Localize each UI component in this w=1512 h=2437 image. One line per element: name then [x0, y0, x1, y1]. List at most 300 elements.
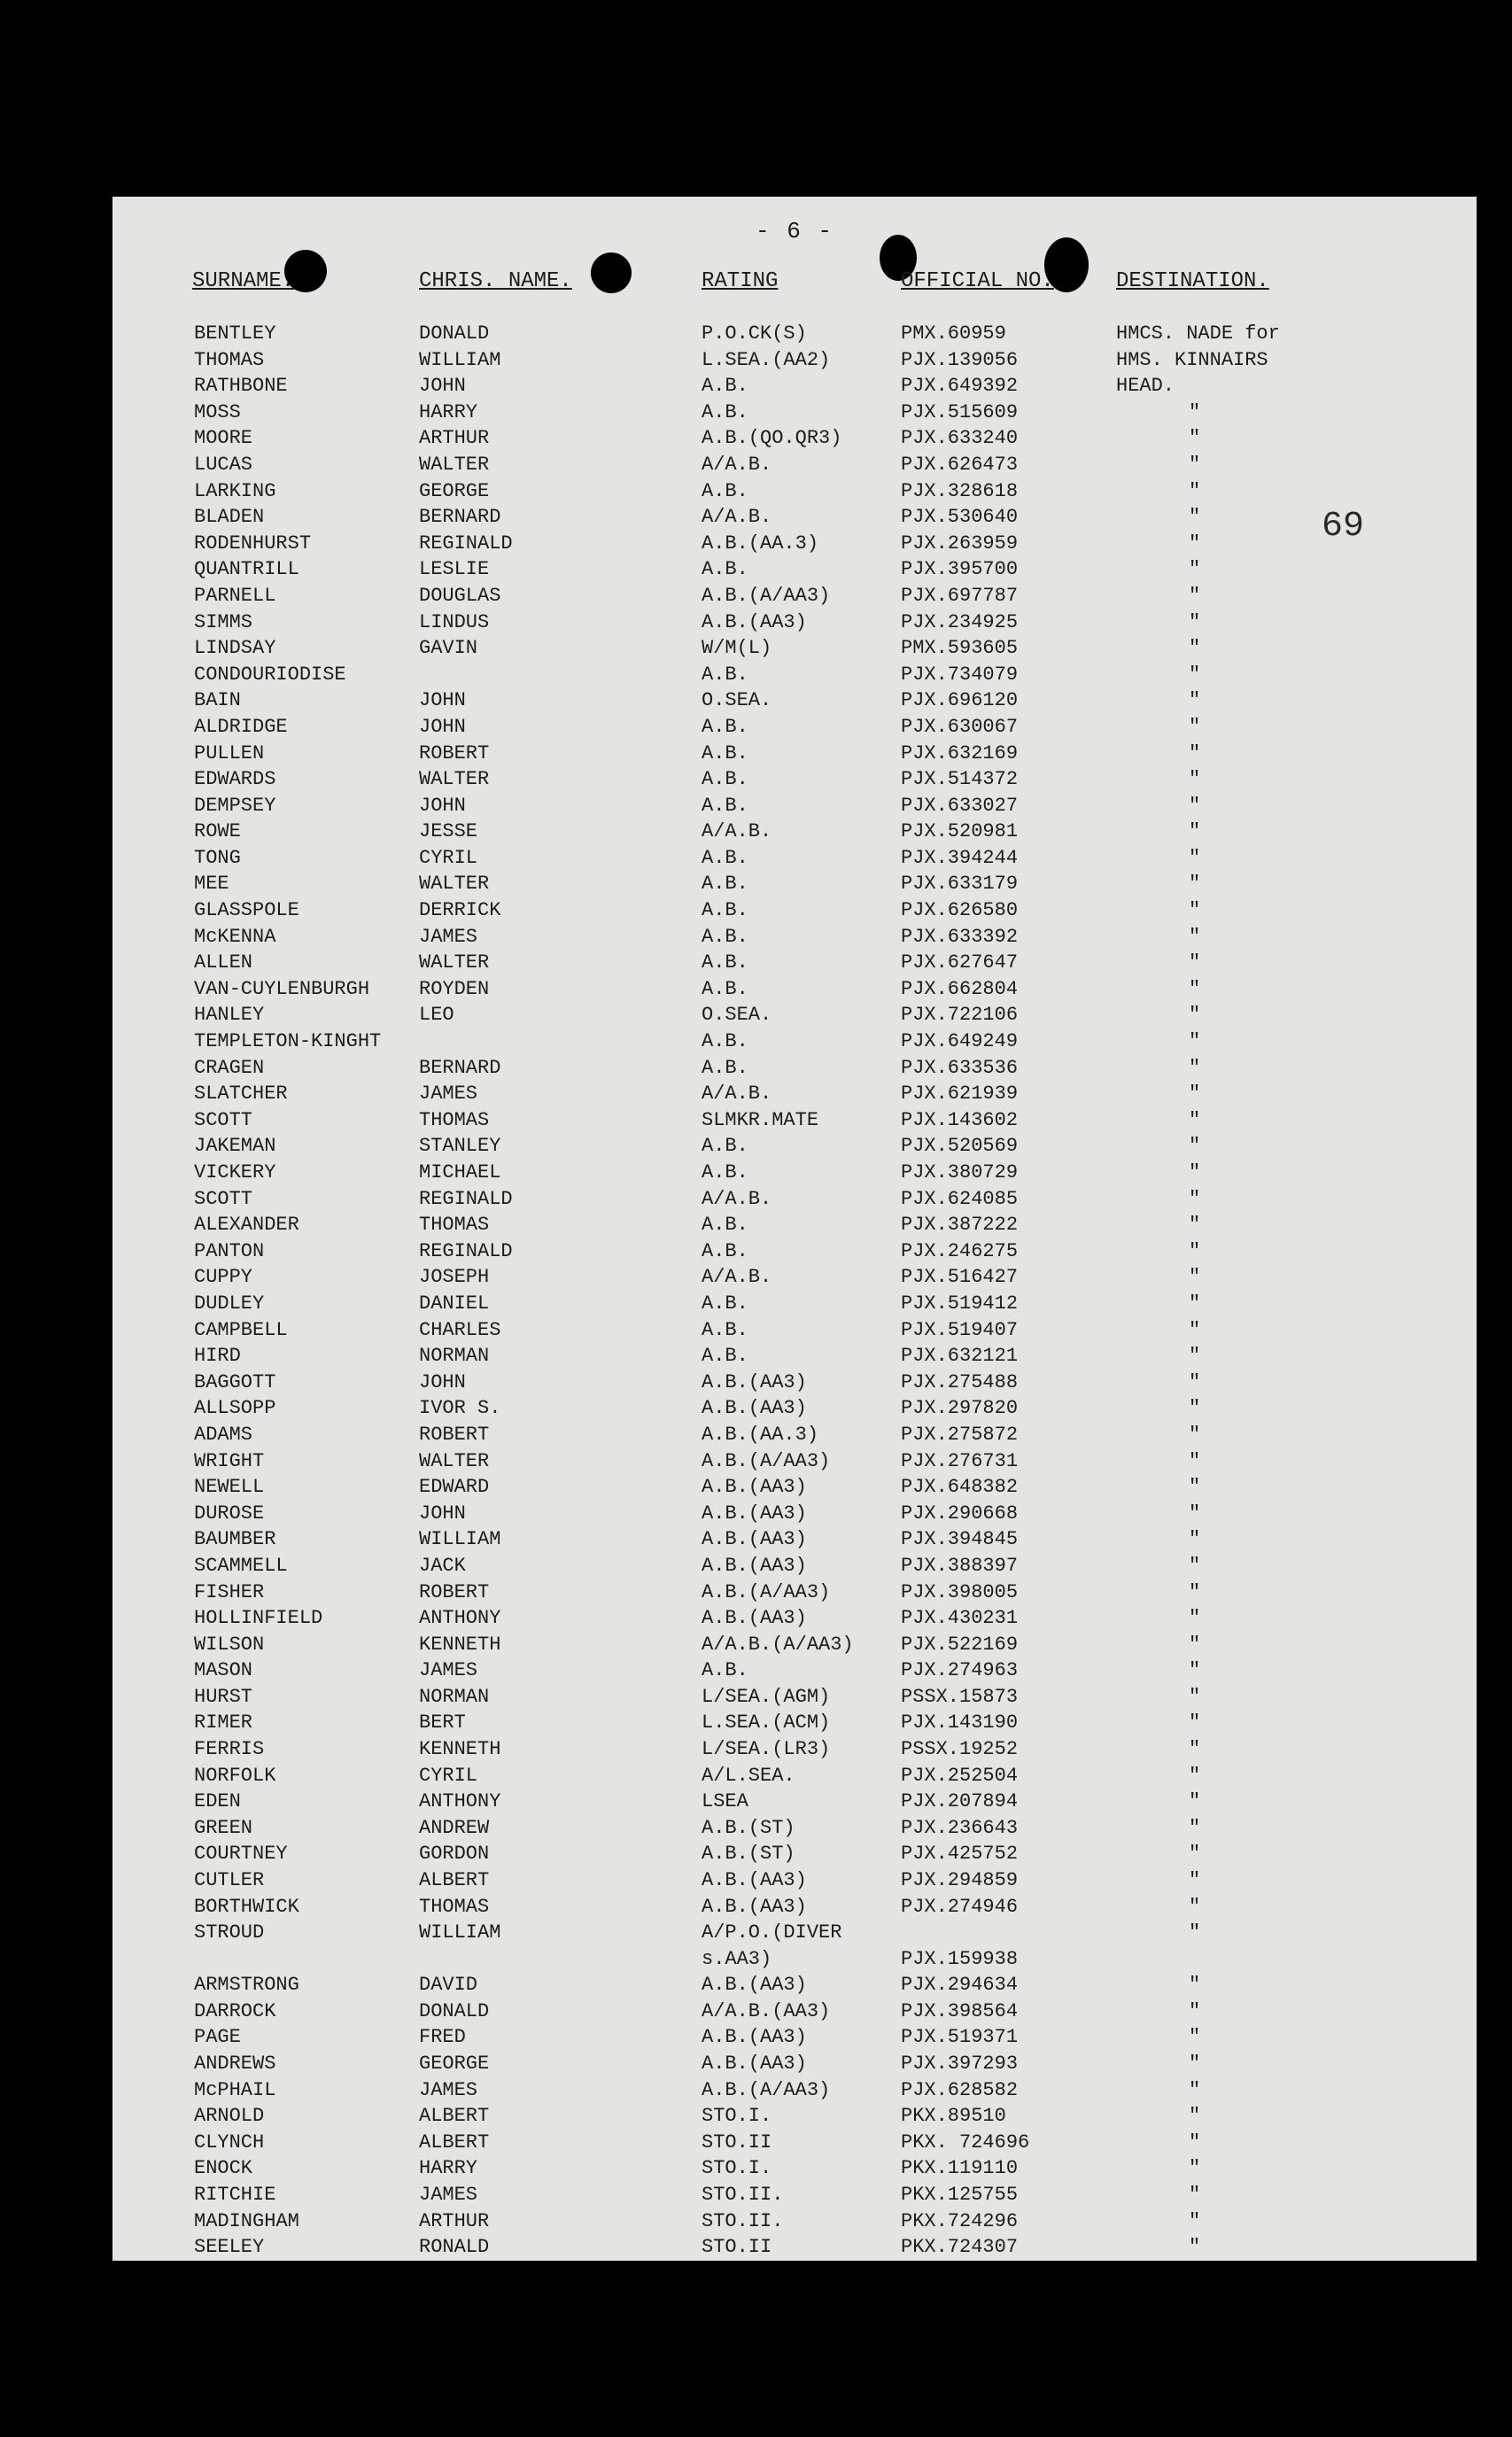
official-no-cell: PJX.274963: [901, 1659, 1019, 1682]
rating-cell: A.B.: [702, 375, 748, 398]
christian-name-cell: DONALD: [419, 1999, 490, 2022]
destination-cell: ": [1189, 2157, 1201, 2180]
list-row: [112, 583, 1477, 609]
rating-cell: A/A.B.(AA3): [702, 1999, 831, 2022]
surname-cell: SEELEY: [194, 2236, 265, 2259]
list-row: [112, 1920, 1477, 1972]
destination-cell: ": [1189, 1790, 1201, 1813]
destination-cell: ": [1189, 1292, 1201, 1315]
list-row: [112, 2077, 1477, 2104]
list-row: [112, 1710, 1477, 1736]
list-row: [112, 1212, 1477, 1238]
official-no-cell: PJX.430231: [901, 1607, 1019, 1630]
official-no-cell: PJX.626580: [901, 899, 1019, 922]
christian-name-cell: LEO: [419, 1004, 454, 1027]
list-row: [112, 1081, 1477, 1107]
destination-cell: ": [1189, 951, 1201, 974]
destination-first: HMCS. NADE for HMS. KINNAIRS HEAD.: [1116, 322, 1280, 398]
rating-cell: A.B.(AA3): [702, 1895, 807, 1918]
official-no-cell: PJX.252504: [901, 1764, 1019, 1787]
list-row: [112, 714, 1477, 741]
destination-cell: ": [1189, 1607, 1201, 1630]
rating-cell: A.B.: [702, 951, 748, 974]
official-no-cell: PJX.530640: [901, 506, 1019, 529]
list-row: [112, 1632, 1477, 1658]
list-row: [112, 1789, 1477, 1815]
list-row: [112, 504, 1477, 531]
destination-cell: ": [1189, 1004, 1201, 1027]
list-row: [112, 1579, 1477, 1606]
christian-name-cell: JAMES: [419, 2183, 478, 2206]
christian-name-cell: JOHN: [419, 1502, 466, 1525]
official-no-cell: PJX.398564: [901, 1999, 1019, 2022]
official-no-cell: PJX.697787: [901, 584, 1019, 607]
list-row: [112, 1815, 1477, 1842]
rating-cell: A.B.: [702, 873, 748, 896]
destination-cell: ": [1189, 1869, 1201, 1892]
official-no-cell: PJX.649249: [901, 1030, 1019, 1053]
official-no-cell: PJX.388397: [901, 1554, 1019, 1577]
surname-cell: ANDREWS: [194, 2053, 276, 2075]
christian-name-cell: ARTHUR: [419, 427, 490, 450]
christian-name-cell: DONALD: [419, 322, 490, 345]
rating-cell: A.B.(AA3): [702, 610, 807, 633]
surname-cell: PULLEN: [194, 741, 265, 764]
rating-cell: A.B.: [702, 1161, 748, 1184]
surname-cell: FERRIS: [194, 1738, 265, 1761]
destination-cell: ": [1189, 1083, 1201, 1106]
official-no-cell: PJX.515609: [901, 400, 1019, 423]
surname-cell: SCAMMELL: [194, 1554, 288, 1577]
christian-name-cell: IVOR S.: [419, 1397, 501, 1420]
official-no-cell: PMX.60959: [901, 322, 1006, 345]
official-no-cell: PJX.520981: [901, 820, 1019, 843]
surname-cell: ALEXANDER: [194, 1214, 299, 1237]
header-destination: DESTINATION.: [1116, 269, 1269, 293]
list-row: [112, 635, 1477, 662]
destination-cell: ": [1189, 1397, 1201, 1420]
list-row: [112, 425, 1477, 452]
rating-cell: L/SEA.(LR3): [702, 1738, 831, 1761]
christian-name-cell: JAMES: [419, 1083, 478, 1106]
rating-cell: A.B.(AA3): [702, 1370, 807, 1393]
list-row: [112, 1684, 1477, 1711]
destination-cell: ": [1189, 1999, 1201, 2022]
official-no-cell: PJX.633027: [901, 794, 1019, 817]
surname-cell: MEE: [194, 873, 229, 896]
destination-cell: ": [1189, 1764, 1201, 1787]
christian-name-cell: WALTER: [419, 453, 490, 476]
list-row: [112, 924, 1477, 951]
surname-cell: ADAMS: [194, 1423, 253, 1446]
list-row: [112, 2024, 1477, 2051]
official-no-cell: PJX.514372: [901, 768, 1019, 791]
christian-name-cell: ANDREW: [419, 1816, 490, 1839]
christian-name-cell: LESLIE: [419, 558, 490, 581]
surname-cell: PAGE: [194, 2026, 241, 2049]
list-row: [112, 845, 1477, 872]
official-no-cell: PJX.387222: [901, 1214, 1019, 1237]
surname-cell: VICKERY: [194, 1161, 276, 1184]
surname-cell: BAGGOTT: [194, 1370, 276, 1393]
rating-cell: P.O.CK(S): [702, 322, 807, 345]
christian-name-cell: ARTHUR: [419, 2209, 490, 2232]
rating-cell: L.SEA.(AA2): [702, 348, 831, 371]
list-row: [112, 1395, 1477, 1422]
list-row: [112, 2155, 1477, 2182]
list-row: [112, 766, 1477, 793]
surname-cell: HIRD: [194, 1345, 241, 1368]
destination-cell: ": [1189, 1528, 1201, 1551]
destination-cell: ": [1189, 1738, 1201, 1761]
surname-cell: LINDSAY: [194, 637, 276, 660]
personnel-list: [112, 321, 1477, 2261]
christian-name-cell: REGINALD: [419, 1239, 513, 1262]
surname-cell: CAMPBELL: [194, 1318, 288, 1341]
destination-cell: ": [1189, 715, 1201, 738]
official-no-cell: PJX.516427: [901, 1266, 1019, 1289]
official-no-cell: PJX.143602: [901, 1108, 1019, 1131]
destination-cell: ": [1189, 637, 1201, 660]
christian-name-cell: CYRIL: [419, 846, 478, 869]
rating-cell: A.B.(AA3): [702, 2053, 807, 2075]
surname-cell: STROUD: [194, 1921, 265, 1944]
destination-cell: ": [1189, 689, 1201, 712]
christian-name-cell: KENNETH: [419, 1738, 501, 1761]
surname-cell: CONDOURIODISE: [194, 663, 346, 686]
christian-name-cell: WILLIAM: [419, 1528, 501, 1551]
list-row: [112, 1186, 1477, 1213]
official-no-cell: PJX.394244: [901, 846, 1019, 869]
rating-cell: A.B.(A/AA3): [702, 1449, 831, 1472]
document-page: [112, 197, 1477, 2261]
destination-cell: ": [1189, 1502, 1201, 1525]
rating-cell: A.B.(AA.3): [702, 1423, 819, 1446]
rating-cell: A/A.B.: [702, 506, 772, 529]
surname-cell: ENOCK: [194, 2157, 253, 2180]
list-row: [112, 1894, 1477, 1921]
official-no-cell: PJX.632121: [901, 1345, 1019, 1368]
official-no-cell: PKX.724307: [901, 2236, 1019, 2259]
surname-cell: McPHAIL: [194, 2078, 276, 2101]
official-no-cell: PSSX.15873: [901, 1685, 1019, 1708]
christian-name-cell: ALBERT: [419, 2130, 490, 2154]
surname-cell: VAN-CUYLENBURGH: [194, 977, 370, 1000]
rating-cell: A/A.B.: [702, 1266, 772, 1289]
list-row: [112, 347, 1477, 374]
christian-name-cell: JOHN: [419, 689, 466, 712]
christian-name-cell: DOUGLAS: [419, 584, 501, 607]
destination-cell: ": [1189, 1816, 1201, 1839]
official-no-cell: PJX.275872: [901, 1423, 1019, 1446]
surname-cell: DUROSE: [194, 1502, 265, 1525]
rating-cell: A.B.(ST): [702, 1843, 795, 1866]
destination-cell: ": [1189, 1135, 1201, 1158]
official-no-cell: PKX.89510: [901, 2105, 1006, 2128]
destination-cell: ": [1189, 1030, 1201, 1053]
list-row: [112, 1291, 1477, 1317]
christian-name-cell: JACK: [419, 1554, 466, 1577]
destination-cell: ": [1189, 794, 1201, 817]
official-no-cell: PJX.263959: [901, 532, 1019, 555]
official-no-cell: PSSX.19252: [901, 1738, 1019, 1761]
surname-cell: PANTON: [194, 1239, 265, 1262]
rating-cell: A.B.(AA3): [702, 1554, 807, 1577]
official-no-cell: PJX.294634: [901, 1974, 1019, 1997]
destination-cell: ": [1189, 2105, 1201, 2128]
surname-cell: ALLEN: [194, 951, 253, 974]
official-no-cell: PJX.633536: [901, 1056, 1019, 1079]
official-no-cell: PJX.633392: [901, 925, 1019, 948]
official-no-cell: PJX.394845: [901, 1528, 1019, 1551]
destination-cell: ": [1189, 2053, 1201, 2075]
list-row: [112, 871, 1477, 897]
destination-cell: ": [1189, 1345, 1201, 1368]
christian-name-cell: CYRIL: [419, 1764, 478, 1787]
surname-cell: ALLSOPP: [194, 1397, 276, 1420]
official-no-cell: PJX.624085: [901, 1187, 1019, 1210]
official-no-cell: PJX.649392: [901, 375, 1019, 398]
surname-cell: GLASSPOLE: [194, 899, 299, 922]
official-no-cell: PJX.274946: [901, 1895, 1019, 1918]
surname-cell: BENTLEY: [194, 322, 276, 345]
rating-cell: A.B.(AA.3): [702, 532, 819, 555]
list-row: [112, 1526, 1477, 1553]
destination-cell: ": [1189, 741, 1201, 764]
official-no-cell: PJX.236643: [901, 1816, 1019, 1839]
official-no-cell: PJX.395700: [901, 558, 1019, 581]
surname-cell: CUTLER: [194, 1869, 265, 1892]
surname-cell: ALDRIDGE: [194, 715, 288, 738]
destination-cell: ": [1189, 506, 1201, 529]
list-row: [112, 1002, 1477, 1028]
rating-cell: A.B.: [702, 1292, 748, 1315]
official-no-cell: PJX.275488: [901, 1370, 1019, 1393]
margin-annotation: 69: [1322, 507, 1365, 547]
christian-name-cell: KENNETH: [419, 1633, 501, 1656]
surname-cell: BAUMBER: [194, 1528, 276, 1551]
rating-cell: A.B.(AA3): [702, 1974, 807, 1997]
header-official-no: OFFICIAL NO.: [901, 269, 1054, 293]
rating-cell: A/A.B.: [702, 453, 772, 476]
destination-cell: ": [1189, 479, 1201, 502]
destination-cell: ": [1189, 1370, 1201, 1393]
surname-cell: DEMPSEY: [194, 794, 276, 817]
destination-cell: ": [1189, 1108, 1201, 1131]
surname-cell: SLATCHER: [194, 1083, 288, 1106]
rating-cell: A.B.(AA3): [702, 1502, 807, 1525]
christian-name-cell: GORDON: [419, 1843, 490, 1866]
list-row: [112, 1448, 1477, 1475]
christian-name-cell: GEORGE: [419, 2053, 490, 2075]
surname-cell: NORFOLK: [194, 1764, 276, 1787]
list-row: [112, 662, 1477, 688]
list-row: [112, 1422, 1477, 1448]
official-no-cell: PJX.207894: [901, 1790, 1019, 1813]
destination-cell: ": [1189, 2130, 1201, 2154]
christian-name-cell: JOHN: [419, 794, 466, 817]
list-row: [112, 2103, 1477, 2130]
christian-name-cell: DAVID: [419, 1974, 478, 1997]
christian-name-cell: ROBERT: [419, 741, 490, 764]
destination-cell: ": [1189, 453, 1201, 476]
destination-cell: ": [1189, 1554, 1201, 1577]
rating-cell: A.B.(A/AA3): [702, 1580, 831, 1603]
official-no-cell: PJX.246275: [901, 1239, 1019, 1262]
official-no-cell: PJX.522169: [901, 1633, 1019, 1656]
surname-cell: MASON: [194, 1659, 253, 1682]
official-no-cell: PJX.722106: [901, 1004, 1019, 1027]
surname-cell: SCOTT: [194, 1187, 253, 1210]
surname-cell: BORTHWICK: [194, 1895, 299, 1918]
christian-name-cell: WALTER: [419, 768, 490, 791]
christian-name-cell: ROBERT: [419, 1580, 490, 1603]
list-row: [112, 1501, 1477, 1527]
official-no-cell: PJX.627647: [901, 951, 1019, 974]
destination-cell: ": [1189, 1685, 1201, 1708]
christian-name-cell: RONALD: [419, 2236, 490, 2259]
rating-cell: A/A.B.: [702, 1083, 772, 1106]
rating-cell: A.B.: [702, 558, 748, 581]
rating-cell: A.B.(AA3): [702, 1476, 807, 1499]
rating-cell: A.B.: [702, 925, 748, 948]
list-row: [112, 1474, 1477, 1501]
christian-name-cell: ALBERT: [419, 2105, 490, 2128]
destination-cell: ": [1189, 2183, 1201, 2206]
list-row: [112, 609, 1477, 636]
destination-cell: ": [1189, 977, 1201, 1000]
christian-name-cell: BERNARD: [419, 506, 501, 529]
official-no-cell: PJX.139056: [901, 348, 1019, 371]
christian-name-cell: DERRICK: [419, 899, 501, 922]
surname-cell: GREEN: [194, 1816, 253, 1839]
surname-cell: NEWELL: [194, 1476, 265, 1499]
rating-cell: A.B.: [702, 400, 748, 423]
rating-cell: STO.II.: [702, 2183, 784, 2206]
christian-name-cell: ALBERT: [419, 1869, 490, 1892]
list-row: [112, 1055, 1477, 1082]
list-row: [112, 793, 1477, 819]
surname-cell: BLADEN: [194, 506, 265, 529]
surname-cell: RIMER: [194, 1711, 253, 1735]
header-christian-name: CHRIS. NAME.: [419, 269, 572, 293]
surname-cell: RITCHIE: [194, 2183, 276, 2206]
surname-cell: MOSS: [194, 400, 241, 423]
surname-cell: CRAGEN: [194, 1056, 265, 1079]
christian-name-cell: BERT: [419, 1711, 466, 1735]
official-no-cell: PJX.425752: [901, 1843, 1019, 1866]
official-no-cell: PJX.519407: [901, 1318, 1019, 1341]
christian-name-cell: NORMAN: [419, 1685, 490, 1708]
christian-name-cell: JOHN: [419, 375, 466, 398]
official-no-cell: PJX.380729: [901, 1161, 1019, 1184]
destination-cell: ": [1189, 2026, 1201, 2049]
destination-cell: ": [1189, 820, 1201, 843]
christian-name-cell: REGINALD: [419, 1187, 513, 1210]
rating-cell: A.B.: [702, 663, 748, 686]
destination-cell: ": [1189, 1161, 1201, 1184]
rating-cell: A.B.(AA3): [702, 1607, 807, 1630]
surname-cell: COURTNEY: [194, 1843, 288, 1866]
list-row: [112, 373, 1477, 400]
list-row: [112, 1264, 1477, 1291]
destination-cell: ": [1189, 2078, 1201, 2101]
list-row: [112, 1107, 1477, 1134]
column-headers: [112, 269, 1477, 301]
list-row: [112, 1133, 1477, 1160]
rating-cell: W/M(L): [702, 637, 772, 660]
rating-cell: A/A.B.: [702, 1187, 772, 1210]
destination-cell: ": [1189, 1711, 1201, 1735]
list-row: [112, 321, 1477, 347]
list-row: [112, 1343, 1477, 1370]
rating-cell: A.B.: [702, 1214, 748, 1237]
list-row: [112, 741, 1477, 767]
christian-name-cell: JESSE: [419, 820, 478, 843]
rating-cell: A.B.(QO.QR3): [702, 427, 842, 450]
list-row: [112, 1370, 1477, 1396]
destination-cell: ": [1189, 925, 1201, 948]
surname-cell: CLYNCH: [194, 2130, 265, 2154]
surname-cell: HOLLINFIELD: [194, 1607, 323, 1630]
christian-name-cell: WALTER: [419, 1449, 490, 1472]
list-row: [112, 1998, 1477, 2025]
rating-cell: A.B.: [702, 1345, 748, 1368]
christian-name-cell: ANTHONY: [419, 1790, 501, 1813]
destination-cell: ": [1189, 899, 1201, 922]
destination-cell: ": [1189, 1056, 1201, 1079]
list-row: [112, 1841, 1477, 1867]
surname-cell: EDEN: [194, 1790, 241, 1813]
destination-cell: ": [1189, 1843, 1201, 1866]
christian-name-cell: JOHN: [419, 715, 466, 738]
destination-cell: ": [1189, 1580, 1201, 1603]
christian-name-cell: EDWARD: [419, 1476, 490, 1499]
rating-cell: A.B.: [702, 1056, 748, 1079]
christian-name-cell: DANIEL: [419, 1292, 490, 1315]
christian-name-cell: WALTER: [419, 951, 490, 974]
destination-cell: ": [1189, 1187, 1201, 1210]
christian-name-cell: NORMAN: [419, 1345, 490, 1368]
christian-name-cell: JOSEPH: [419, 1266, 490, 1289]
list-row: [112, 1238, 1477, 1265]
destination-cell: ": [1189, 558, 1201, 581]
surname-cell: DARROCK: [194, 1999, 276, 2022]
rating-cell: STO.II.: [702, 2209, 784, 2232]
official-no-cell: PJX.520569: [901, 1135, 1019, 1158]
list-row: [112, 1605, 1477, 1632]
rating-cell: A.B.: [702, 899, 748, 922]
list-row: [112, 2234, 1477, 2261]
christian-name-cell: THOMAS: [419, 1895, 490, 1918]
destination-cell: ": [1189, 1633, 1201, 1656]
page-number: - 6 -: [755, 218, 834, 244]
destination-cell: ": [1189, 1423, 1201, 1446]
official-no-cell: PJX.621939: [901, 1083, 1019, 1106]
official-no-cell: PKX.724296: [901, 2209, 1019, 2232]
list-row: [112, 1867, 1477, 1894]
surname-cell: PARNELL: [194, 584, 276, 607]
rating-cell: A.B.: [702, 741, 748, 764]
official-no-cell: PJX.696120: [901, 689, 1019, 712]
list-row: [112, 687, 1477, 714]
surname-cell: RATHBONE: [194, 375, 288, 398]
destination-cell: ": [1189, 532, 1201, 555]
list-row: [112, 2182, 1477, 2208]
list-row: [112, 1763, 1477, 1789]
surname-cell: MOORE: [194, 427, 253, 450]
rating-cell: LSEA: [702, 1790, 748, 1813]
